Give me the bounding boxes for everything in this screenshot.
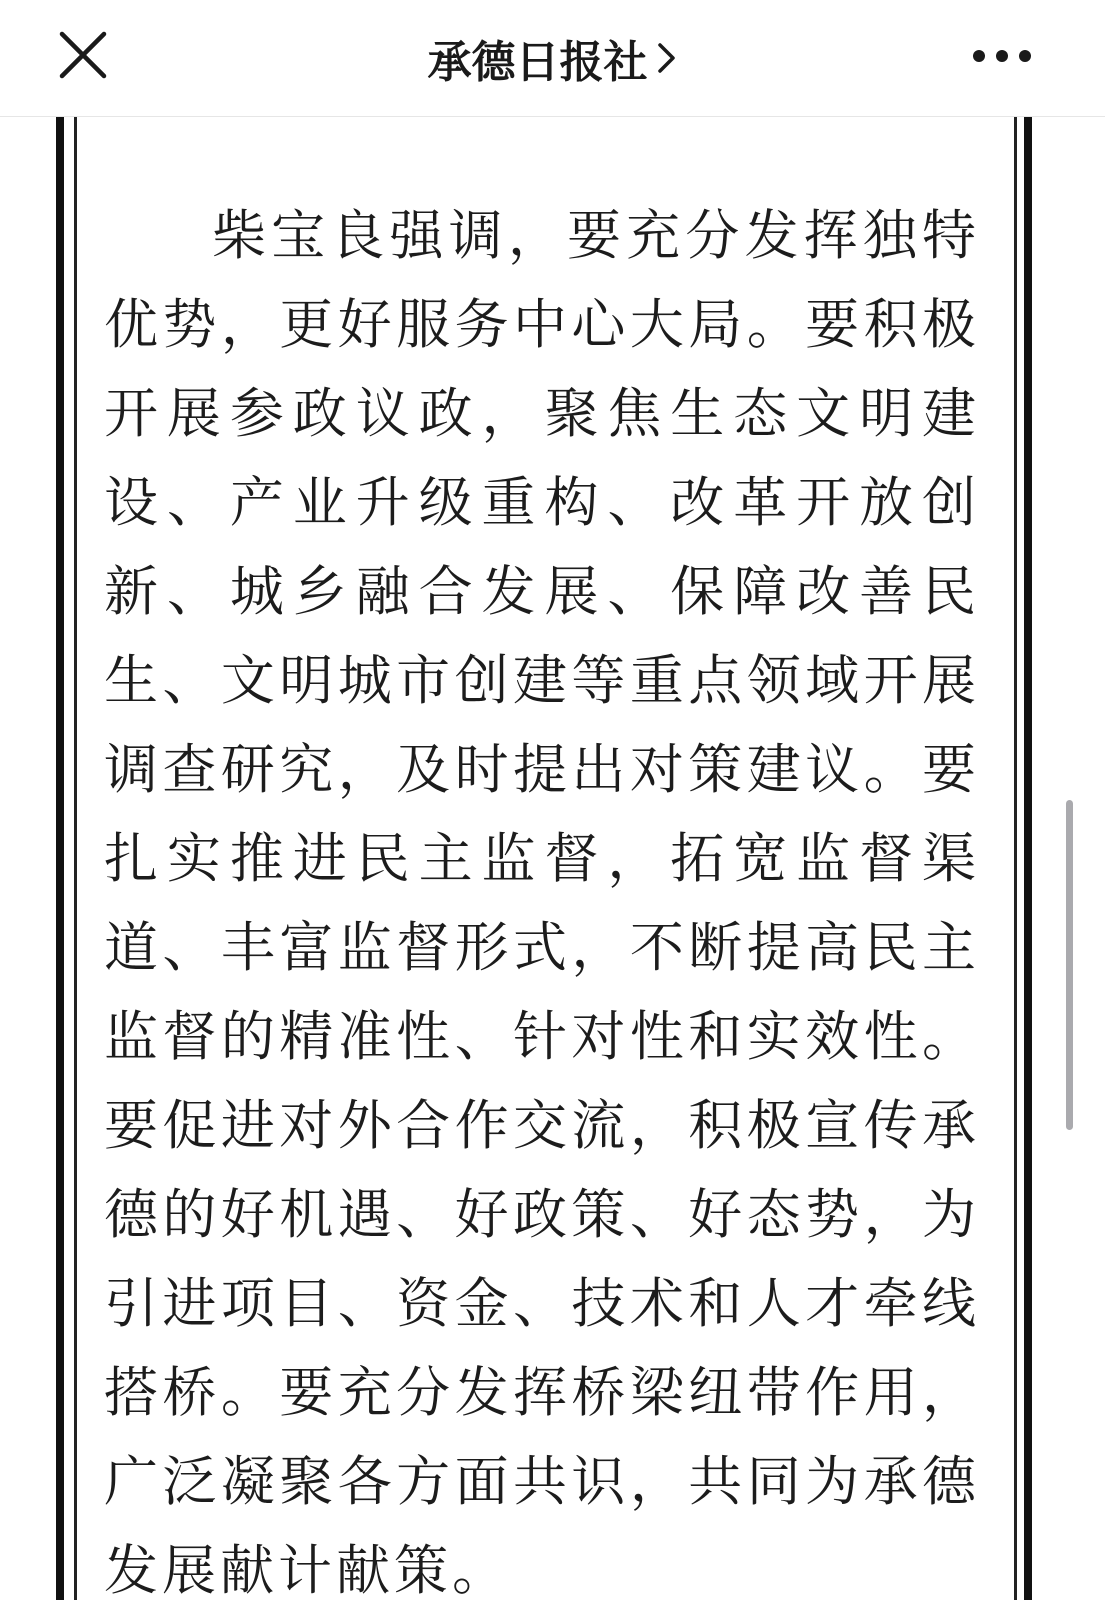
- account-title-link[interactable]: [428, 26, 678, 90]
- close-button[interactable]: [58, 30, 108, 80]
- page-title: 承德日报社: [427, 37, 648, 88]
- chevron-right-icon: [656, 41, 678, 75]
- left-border-thick: [56, 117, 64, 1600]
- more-horizontal-icon: [970, 40, 1034, 72]
- right-border-thick: [1024, 117, 1032, 1600]
- more-options-button[interactable]: [970, 40, 1034, 72]
- article-paragraph: 柴宝良强调，要充分发挥独特优势，更好服务中心大局。要积极开展参政议政，聚焦生态文明建设、产业升级重构、改革开放创新、城乡融合发展、保障改善民生、文明城市创建等重点领域开展调查研究，及时提出对策建议。要扎实推进民主监督，拓宽监督渠道、丰富监督形式，不断提高民主监督的精准性、针对性和实效性。要促进对外合作交流，积极宣传承德的好机遇、好政策、好态势，为引进项目、资金、技术和人才牵线搭桥。要充分发挥桥梁纽带作用，广泛凝聚各方面共识，共同为承德发展献计献策。: [104, 204, 980, 1602]
- title-container: [0, 0, 1105, 116]
- left-border-thin: [74, 117, 77, 1600]
- right-border-thin: [1014, 117, 1017, 1600]
- close-icon: [58, 30, 108, 80]
- navigation-bar: [0, 0, 1105, 117]
- article-content-area: [0, 117, 1105, 1600]
- scrollbar-thumb[interactable]: [1066, 800, 1073, 1130]
